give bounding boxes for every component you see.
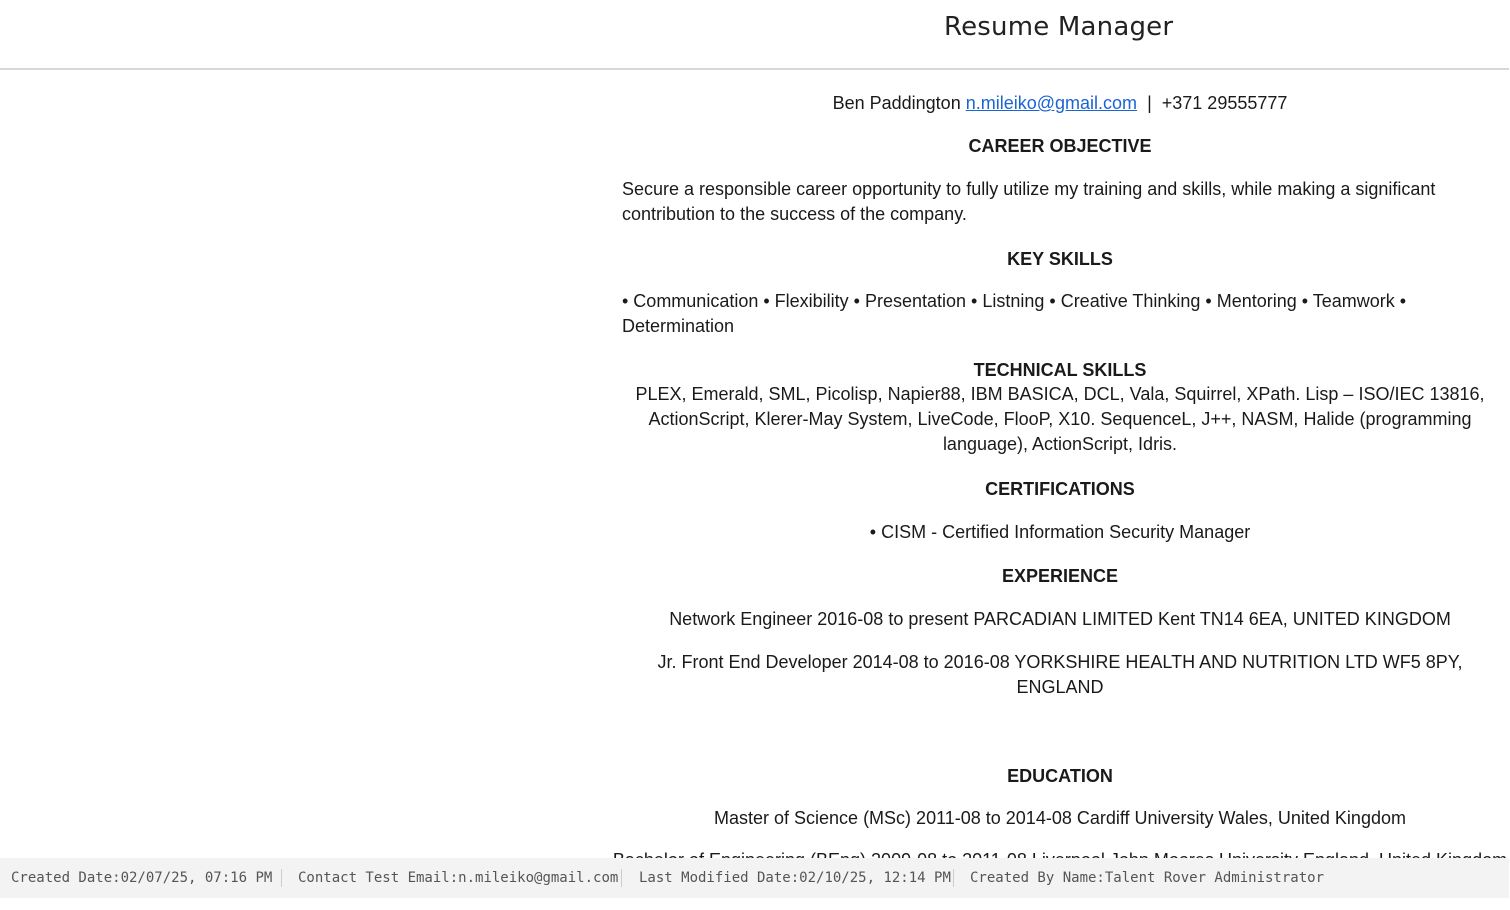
contact-name: Ben Paddington	[832, 93, 961, 113]
footer-created-by	[970, 870, 1324, 886]
contact-line	[610, 93, 1510, 114]
certification-item: • CISM - Certified Information Security Manager	[869, 522, 1251, 542]
education-item: Master of Science (MSc) 2011-08 to 2014-08 Cardiff University Wales, United Kingdom	[714, 808, 1406, 828]
footer-divider	[281, 869, 282, 887]
contact-phone: +371 29555777	[1161, 93, 1288, 113]
footer-created-date	[11, 870, 272, 886]
experience-heading: EXPERIENCE	[1001, 566, 1119, 586]
education-heading: EDUCATION	[1007, 766, 1113, 786]
key-skills-heading: KEY SKILLS	[1007, 249, 1113, 269]
record-info-bar	[0, 858, 1509, 898]
resume-document[interactable]	[610, 70, 1510, 858]
contact-email-value: n.mileiko@gmail.com	[458, 870, 619, 886]
experience-item: Network Engineer 2016-08 to present PARCADIAN LIMITED Kent TN14 6EA, UNITED KINGDOM	[669, 609, 1451, 629]
app-header	[0, 0, 1509, 70]
created-by-value: Talent Rover Administrator	[1104, 870, 1325, 886]
career-objective-text: Secure a responsible career opportunity to fully utilize my training and skills, while making a significant contribution to the success of the company.	[622, 179, 1436, 224]
certifications-heading: CERTIFICATIONS	[985, 479, 1135, 499]
experience-item: Jr. Front End Developer 2014-08 to 2016-08 YORKSHIRE HEALTH AND NUTRITION LTD WF5 8PY, ENGLAND	[657, 652, 1463, 697]
technical-skills-heading: TECHNICAL SKILLS	[973, 360, 1147, 380]
modified-date-value: 02/10/25, 12:14 PM	[799, 870, 951, 886]
contact-separator: |	[1147, 93, 1152, 113]
career-objective-heading: CAREER OBJECTIVE	[968, 136, 1152, 156]
technical-skills-text: PLEX, Emerald, SML, Picolisp, Napier88, IBM BASICA, DCL, Vala, Squirrel, XPath. Lisp – ISO/IEC 13816, ActionScript, Klerer-May System, LiveCode, FlooP, X10. SequenceL, J++, NASM, Halide (programming language), ActionScript, Idris.	[635, 384, 1485, 454]
created-by-label: Created By Name:	[970, 870, 1105, 886]
footer-modified-date	[639, 870, 951, 886]
key-skills-text: • Communication • Flexibility • Presentation • Listning • Creative Thinking • Mentoring • Teamwork • Determination	[622, 291, 1407, 336]
footer-contact-email	[298, 870, 618, 886]
app-title: Resume Manager	[944, 12, 1174, 42]
contact-email-link[interactable]: n.mileiko@gmail.com	[965, 93, 1138, 113]
contact-email-label: Contact Test Email:	[298, 870, 459, 886]
modified-date-label: Last Modified Date:	[639, 870, 800, 886]
footer-divider	[953, 869, 954, 887]
footer-divider	[621, 869, 622, 887]
created-date-value: 02/07/25, 07:16 PM	[120, 870, 273, 886]
created-date-label: Created Date:	[11, 870, 121, 886]
